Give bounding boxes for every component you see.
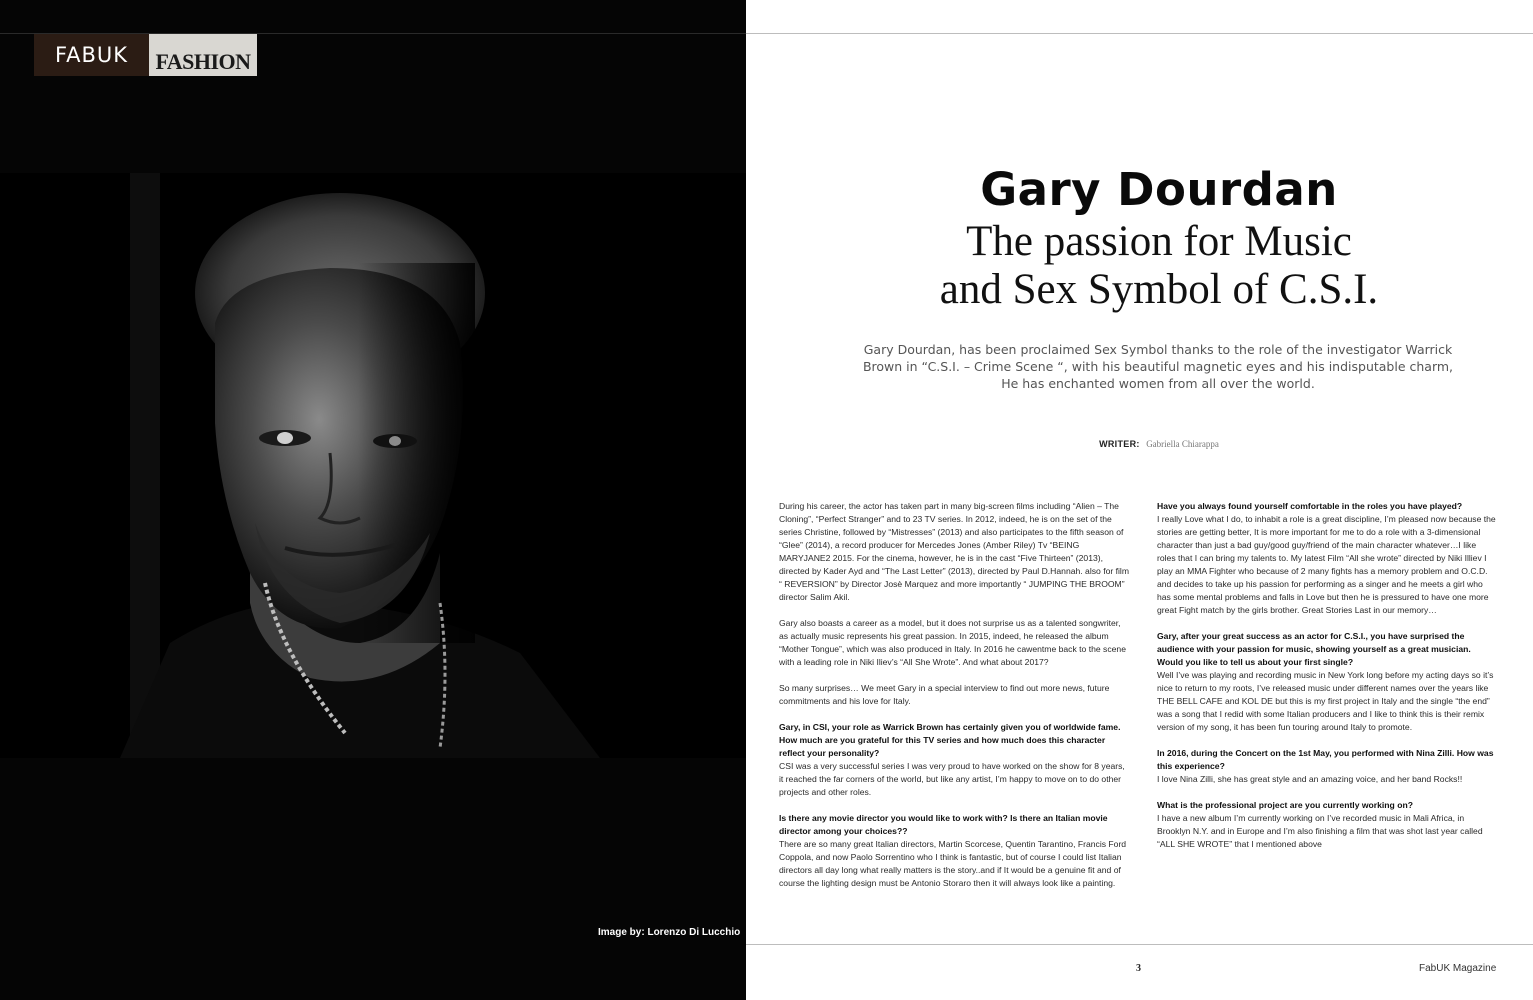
article-subtitle-line1: The passion for Music	[966, 218, 1352, 265]
interview-question: What is the professional project are you currently working on?	[1157, 800, 1413, 810]
page-number: 3	[1136, 963, 1141, 974]
interview-answer: Well I’ve was playing and recording music in New York long before my acting days so it’s nice to return to my roots, I’ve released music under different names over the years like THE BELL CAFE and KOL DE but this is my first project in Italy and the single “the end” was a song that I redid with some Italian producers and I like to think this is their remix version of my song, it has been fun touring around Italy to promote.	[1157, 670, 1494, 732]
interview-answer: I love Nina Zilli, she has great style and an amazing voice, and her band Rocks!!	[1157, 774, 1463, 784]
top-rule-right	[746, 33, 1533, 34]
article-subtitle-line2: and Sex Symbol of C.S.I.	[939, 266, 1379, 313]
article-intro: Gary Dourdan, has been proclaimed Sex Symbol thanks to the role of the investigator Warrick Brown in “C.S.I. – Crime Scene “, with his beautiful magnetic eyes and his indisputable charm, He has enchanted women from all over the world.	[862, 342, 1454, 391]
footer-magazine-name: FabUK Magazine	[1419, 963, 1497, 974]
photo-credit: Image by: Lorenzo Di Lucchio	[598, 927, 741, 938]
interview-answer: There are so many great Italian directors, Martin Scorcese, Quentin Tarantino, Francis Ford Coppola, and now Paolo Sorrentino who I think is fantastic, but of course I could list Italian directors all day long what really matters is the story..and if It would be a genuine fit and of course the lighting design must be Antonio Storaro then it will always look like a painting.	[779, 839, 1127, 888]
paragraph: So many surprises… We meet Gary in a special interview to find out more news, future commitments and his love for Italy.	[779, 683, 1110, 706]
interview-answer: I have a new album I’m currently working on I’ve recorded music in Mali Africa, in Brooklyn N.Y. and in Europe and I’m also finishing a film that was shot last year called “ALL SHE WROTE” that I mentioned above	[1157, 813, 1483, 849]
qa-block	[779, 812, 1131, 890]
bottom-rule	[746, 944, 1533, 945]
qa-block	[1157, 630, 1497, 734]
interview-answer: CSI was a very successful series I was very proud to have worked on the show for 8 years, it reached the far corners of the world, but like any artist, I’m happy to move on to do other projects and other roles.	[779, 761, 1125, 797]
writer-label: WRITER:	[1099, 439, 1140, 449]
portrait-image	[0, 173, 746, 758]
portrait-photo	[0, 173, 746, 758]
interview-question: Gary, after your great success as an actor for C.S.I., you have surprised the audience with your passion for music, showing yourself as a great musician. Would you like to tell us about your first single?	[1157, 631, 1471, 667]
qa-block	[1157, 747, 1497, 786]
article-column-2	[1157, 500, 1497, 864]
writer-credit	[746, 439, 1533, 449]
interview-question: Gary, in CSI, your role as Warrick Brown has certainly given you of worldwide fame. How much are you grateful for this TV series and how much does this character reflect your personality?	[779, 722, 1121, 758]
paragraph: Gary also boasts a career as a model, but it does not surprise us as a talented songwriter, as actually music represents his great passion. In 2015, indeed, he released the album “Mother Tongue”, which was also produced in Italy. In 2016 he cawentme back to the scene with a leading role in Niki Iliev’s “All She Wrote”. And what about 2017?	[779, 618, 1126, 667]
interview-question: In 2016, during the Concert on the 1st May, you performed with Nina Zilli. How was this experience?	[1157, 748, 1494, 771]
article-column-1	[779, 500, 1131, 903]
interview-answer: I really Love what I do, to inhabit a role is a great discipline, I’m pleased now because the stories are getting better, It is more important for me to do a role with a 3-dimensional character than just a bad guy/good guy/friend of the main character whatever…I like roles that I can bring my talents to. My latest Film “All she wrote” directed by Niki Illiev I play an MMA Fighter who because of 2 many fights has a memory problem and O.C.D. and decides to take up his passion for performing as a singer and he meets a girl who has some mental problems and falls in Love but then he is pressured to have one more great Fight match by the girls brother. Great Stories Last in our memory…	[1157, 514, 1496, 615]
qa-block	[1157, 799, 1497, 851]
right-page	[746, 0, 1533, 1000]
brand-name: FABUK	[34, 34, 149, 76]
writer-name: Gabriella Chiarappa	[1146, 439, 1219, 449]
brand-logo	[34, 34, 257, 76]
article-title: Gary Dourdan	[980, 163, 1338, 216]
paragraph: During his career, the actor has taken part in many big-screen films including “Alien – The Cloning”, “Perfect Stranger” and to 23 TV series. In 2012, indeed, he is on the set of the series Christine, followed by “Mistresses” (2013) and also participates to the fifth season of “Glee” (2014), a record producer for Mercedes Jones (Amber Riley) Tv “BEING MARYJANE2 2015. For the cinema, however, he is in the cast “Five Thirteen” (2013), directed by Kader Ayd and “The Last Letter” (2013), directed by Paul D.Hannah. also for film “ REVERSION” by Director Josè Marquez and more importantly “ JUMPING THE BROOM” director Salim Akil.	[779, 501, 1129, 602]
interview-question: Is there any movie director you would like to work with? Is there an Italian movie director among your choices??	[779, 813, 1108, 836]
brand-section: FASHION	[149, 34, 257, 76]
interview-question: Have you always found yourself comfortable in the roles you have played?	[1157, 501, 1463, 511]
qa-block	[779, 721, 1131, 799]
left-page	[0, 0, 746, 1000]
qa-block	[1157, 500, 1497, 617]
